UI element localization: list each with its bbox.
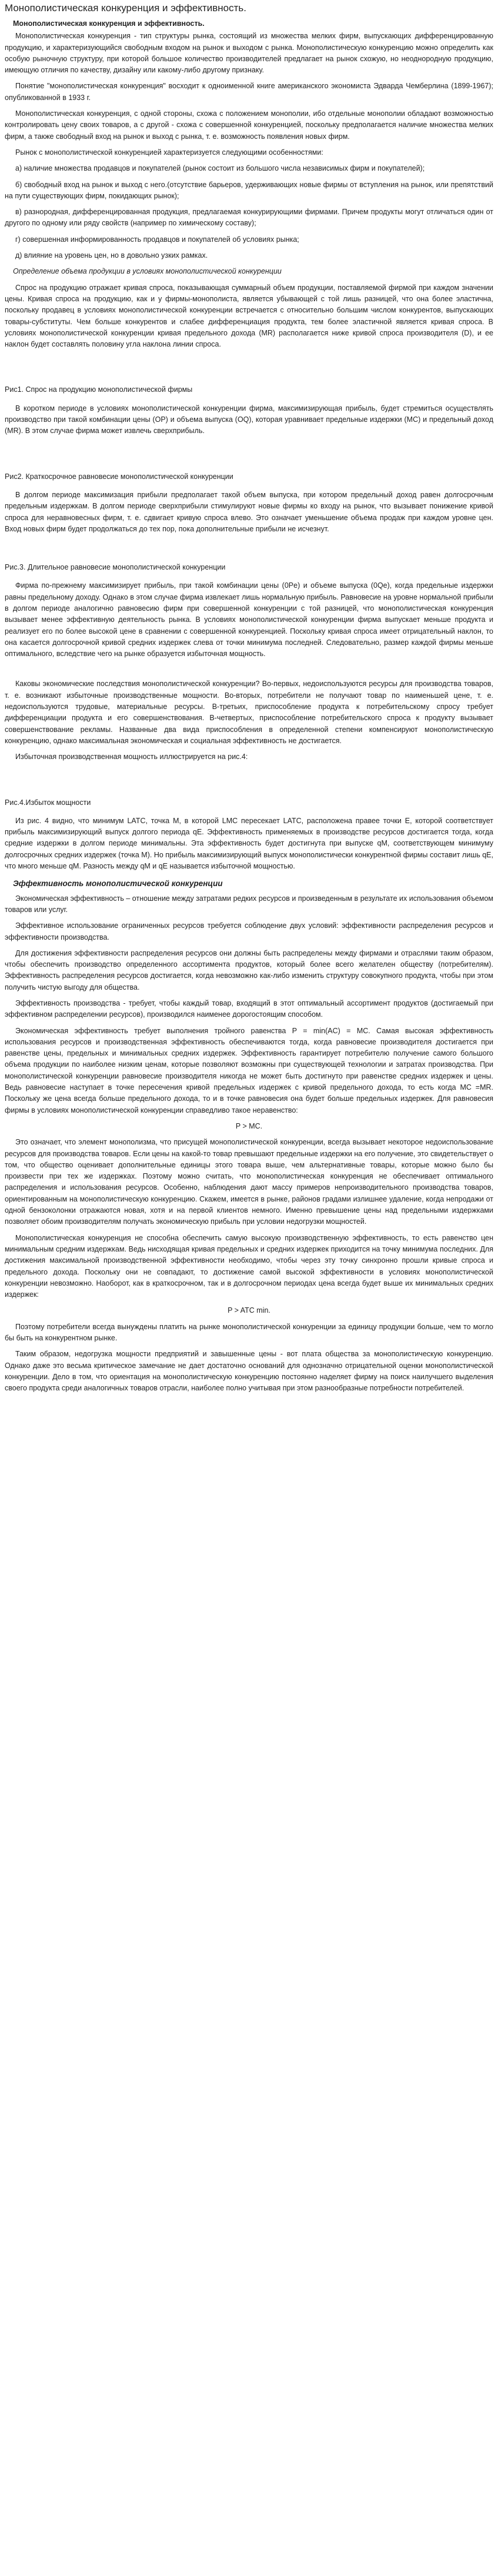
meaning-section — [5, 1137, 493, 1300]
demand-section — [5, 282, 493, 351]
document — [0, 2, 498, 1394]
paragraph: Спрос на продукцию отражает кривая спроса, показывающая суммарный объем продукции, поставляемой фирмой при каждом значении цены. Кривая спроса на продукцию, как и у фирмы-монополиста, является убывающей с той лишь разницей, что она более эластична, поскольку продавец в условиях монополистической конкуренции встречается с относительно большим числом конкурентов, выпускающих товары-субституты. Чем больше конкурентов и слабее дифференциация продукта, тем более эластичной является кривая спроса. В условиях монополистической конкуренции кривая предельного дохода (MR) располагается ниже кривой спроса производителя (D), и ее наклон будет составлять половину угла наклона линии спроса. — [5, 283, 493, 349]
paragraph: Понятие "монополистическая конкуренция" восходит к одноименной книге американского экономиста Эдварда Чемберлина (1899-1967); опубликованной в 1933 г. — [5, 82, 493, 102]
short-run-section — [5, 403, 493, 437]
paragraph: б) свободный вход на рынок и выход с него.(отсутствие барьеров, удерживающих новые фирмы от вступления на рынок, или препятствий на пути существующих фирм, покидающих рынок); — [5, 180, 493, 200]
paragraph: В коротком периоде в условиях монополистической конкуренции фирма, максимизирующая прибыль, будет стремиться осуществлять производство при такой комбинации цены (OP) и объема выпуска (OQ), которая уравнивает предельные издержки (MC) и предельный доход (MR). В этом случае фирма может извлечь сверхприбыль. — [5, 404, 493, 435]
paragraph: Эффективность производства - требует, чтобы каждый товар, входящий в этот оптимальный ассортимент продуктов (достигаемый при эффективном распределении ресурсов), производился наименее дорогостоящим способом. — [5, 999, 493, 1019]
long-run-section — [5, 490, 493, 535]
paragraph: Каковы экономические последствия монополистической конкуренции? Во-первых, недоиспользуются ресурсы для производства товаров, т. е. возникают избыточные производственные мощности. Во-вторых, потребители не получают товар по наименьшей цене, т. е. недоиспользуются трудовые, материальные ресурсы. В-третьих, приспособление продукта к потребительскому спросу требует дифференциации продукта и его совершенствования. В-четвертых, приспособление потребительского спроса к продукту вызывает совершенствование рекламы. Названные два вида приспособления в определенной степени компенсируют монополистическую конкуренцию, однако максимальная экономическая и социальная эффективность не достигается. — [5, 680, 493, 745]
paragraph: Для достижения эффективности распределения ресурсов они должны быть распределены между фирмами и отраслями таким образом, чтобы обеспечить производство определенного ассортимента продуктов, который более всего желателен обществу (потребителям). Эффективность распределения ресурсов достигается, когда невозможно как-либо изменить структуру совокупного продукта, чтобы при этом получить чистую выгоду для общества. — [5, 948, 493, 991]
paragraph: Экономическая эффективность требует выполнения тройного равенства P = min(AC) = MC. Самая высокая эффективность использования ресурсов и производственная эффективность обеспечиваются тогда, когда равновесие производителя достигается при равенстве цены, предельных и минимальных средних издержек. Эффективность гарантирует потребителю получение самого большого объема продукции по наиболее низким ценам, которые позволяют возможны при существующей технологии и затратах производства. При монополистической конкуренции равновесие производителя никогда не может быть достигнуто при равенстве средних издержек и цены. Ведь равновесие наступает в точке пересечения кривой предельных издержек с кривой предельного дохода, то есть когда MC =MR. Поскольку же цена всегда больше предельного дохода, то и в точке равновесия она будет больше предельных издержек. Для равновесия фирмы в условиях монополистической конкуренции справедливо такое неравенство: — [5, 1026, 493, 1114]
paragraph: д) влияние на уровень цен, но в довольно узких рамках. — [15, 251, 208, 260]
paragraph: Поэтому потребители всегда вынуждены платить на рынке монополистической конкуренции за единицу продукции больше, чем то могло бы быть на конкурентном рынке. — [5, 1322, 493, 1343]
paragraph: Монополистическая конкуренция - тип структуры рынка, состоящий из множества мелких фирм, выпускающих дифференцированную продукцию, и характеризующийся свободным входом на рынок и выходом с рынка. Монополистическую конкуренцию можно определить как особую рыночную структуру, при которой большое количество производителей предлагает на рынок схожую, но неоднородную продукцию, имеющую отличия по качеству, дизайну или какому-либо другому признаку. — [5, 32, 493, 75]
capacity-section — [5, 816, 493, 872]
paragraph: г) совершенная информированность продавцов и покупателей об условиях рынка; — [15, 235, 299, 244]
paragraph: Эффективное использование ограниченных ресурсов требуется соблюдение двух условий: эффективности распределения ресурсов и эффективности производства. — [5, 921, 493, 941]
figure-caption-4: Рис.4.Избыток мощности — [5, 798, 91, 807]
section-italic-heading: Определение объема продукции в условиях монополистической конкуренции — [13, 267, 282, 276]
paragraph: Монополистическая конкуренция, с одной стороны, схожа с положением монополии, ибо отдельные монополии обладают возможностью контролировать цену своих товаров, а с другой - схожа с совершенной конкуренцией, поскольку предполагается наличие множества мелких фирм, а также свободный вход на рынок и выход с рынка, т. е. возможность появления новых фирм. — [5, 109, 493, 141]
figure-caption-3: Рис.3. Длительное равновесие монополистической конкуренции — [5, 563, 226, 572]
figure-caption-1: Рис1. Спрос на продукцию монополистической фирмы — [5, 385, 193, 394]
formula-p-greater-atc: P > ATC min. — [228, 1306, 270, 1315]
paragraph: В долгом периоде максимизация прибыли предполагает такой объем выпуска, при котором предельный доход равен долгосрочным предельным издержкам. В долгом периоде сверхприбыли стимулируют новые фирмы ко входу на рынок, что вызывает понижение кривой спроса для неравновесных фирм, т. е. сдвигает кривую спроса влево. Это означает уменьшение объема продаж при каждом уровне цен. Вход новых фирм будет продолжаться до тех пор, пока дополнительные прибыли не исчезнут. — [5, 490, 493, 533]
section-heading-efficiency: Эффективность монополистической конкуренции — [13, 879, 223, 888]
paragraph: Экономическая эффективность – отношение между затратами редких ресурсов и произведенным в результате их использования объемом товаров или услуг. — [5, 894, 493, 914]
paragraph: Рынок с монополистической конкуренцией характеризуется следующими особенностями: — [15, 148, 323, 157]
paragraph: Монополистическая конкуренция не способна обеспечить самую высокую производственную эффективность, то есть равенство цен минимальным средним издержкам. Ведь нисходящая кривая предельных и средних издержек приходится на точку минимума последних. Для достижения максимальной производственной эффективности необходимо, чтобы через эту точку синхронно прошли кривые спроса и предельного дохода. Поскольку они не совпадают, то достижение самой высокой эффективности в условиях монополистической конкуренции невозможно. Наоборот, как в краткосрочном, так и в долгосрочном периодах цена всегда будет выше их минимальных средних издержек: — [5, 1233, 493, 1299]
page-title: Монополистическая конкуренция и эффективность. — [5, 2, 246, 14]
figure-caption-2: Рис2. Краткосрочное равновесие монополистической конкуренции — [5, 472, 233, 481]
consequences-section — [5, 678, 493, 763]
paragraph: Таким образом, недогрузка мощности предприятий и завышенные цены - вот плата общества за монополистическую конкуренцию. Однако даже это весьма критическое замечание не дает достаточно оснований для однозначно отрицательной оценки монополистической конкуренции. Дело в том, что ориентация на монополистическую конкуренцию постоянно наделяет фирму на поиск наилучшего выделения своего продукта среди аналогичных товаров отрасли, наиболее полно учитывая при этом разнообразные потребности потребителей. — [5, 1350, 493, 1393]
paragraph: Это означает, что элемент монополизма, что присущей монополистической конкуренции, всегда вызывает некоторое недоиспользование ресурсов для производства товаров. Если цены на какой-то товар превышают предельные издержки на его получение, это свидетельствует о том, что общество оценивает дополнительные единицы этого товара выше, чем альтернативные товары, которые можно было бы произвести при тех же издержках. Поэтому можно считать, что монополистическая конкуренция не обеспечивает оптимального распределения и использования ресурсов. Особенно, наблюдения дают массу примеров непроизводительного производства товаров, ориентированным на монополистическую конкуренцию. Скажем, имеется в рынке, районов градами излишнее удаление, когда непродажи от одной бензоколонки отражаются новая, хотя и на первой клиентов немного. Именно превышение цены над предельными издержками позволяет обоим производителям получать экономическую прибыль при условии недогрузки мощностей. — [5, 1138, 493, 1226]
efficiency-section — [5, 893, 493, 1116]
equilibrium-section — [5, 580, 493, 660]
intro-section — [5, 31, 493, 261]
paragraph: а) наличие множества продавцов и покупателей (рынок состоит из большого числа независимых фирм и покупателей); — [15, 164, 425, 173]
paragraph: Избыточная производственная мощность иллюстрируется на рис.4: — [15, 753, 248, 761]
subtitle: Монополистическая конкуренция и эффективность. — [13, 19, 205, 28]
formula-p-greater-mc: P > MC. — [235, 1121, 263, 1130]
final-section — [5, 1322, 493, 1394]
paragraph: Фирма по-прежнему максимизирует прибыль, при такой комбинации цены (0Pe) и объеме выпуска (0Qe), когда предельные издержки равны предельному доходу. Однако в этом случае фирма извлекает лишь нормальную прибыль. Равновесие на уровне нормальной прибыли в долгом периоде аналогично равновесию фирм при совершенной конкуренции с той разницей, что монополистическая конкуренция вызывает менее эффективную деятельность рынка. В условиях монополистической конкуренции фирма выпускает меньше продукта и реализует его по более высокой цене в сравнении с совершенной конкуренцией. Поскольку кривая спроса имеет отрицательный наклон, то она касается долгосрочной кривой средних издержек слева от точки минимума последней. Следовательно, размер каждой фирмы меньше оптимального, вследствие чего на рынке образуется избыточная мощность. — [5, 581, 493, 658]
paragraph: Из рис. 4 видно, что минимум LATC, точка M, в которой LMC пересекает LATC, расположена правее точки E, которой соответствует прибыль максимизирующий выпуск долгого периода qE. Эффективность применяемых в производстве ресурсов достигается тогда, когда средние издержки в долгом периоде минимальны. Эта эффективность будет достигнута при выпуске qM, соответствующем минимуму долгосрочных средних издержек (точка M). Но прибыль максимизирующий выпуск монополистически конкурентной фирмы составит лишь qE, что много меньше qM. Разность между qM и qE называется избыточной мощностью. — [5, 816, 493, 871]
paragraph: в) разнородная, дифференцированная продукция, предлагаемая конкурирующими фирмами. Причем продукты могут отличаться один от другого по одному или ряду свойств (например по химическому составу); — [5, 208, 493, 228]
